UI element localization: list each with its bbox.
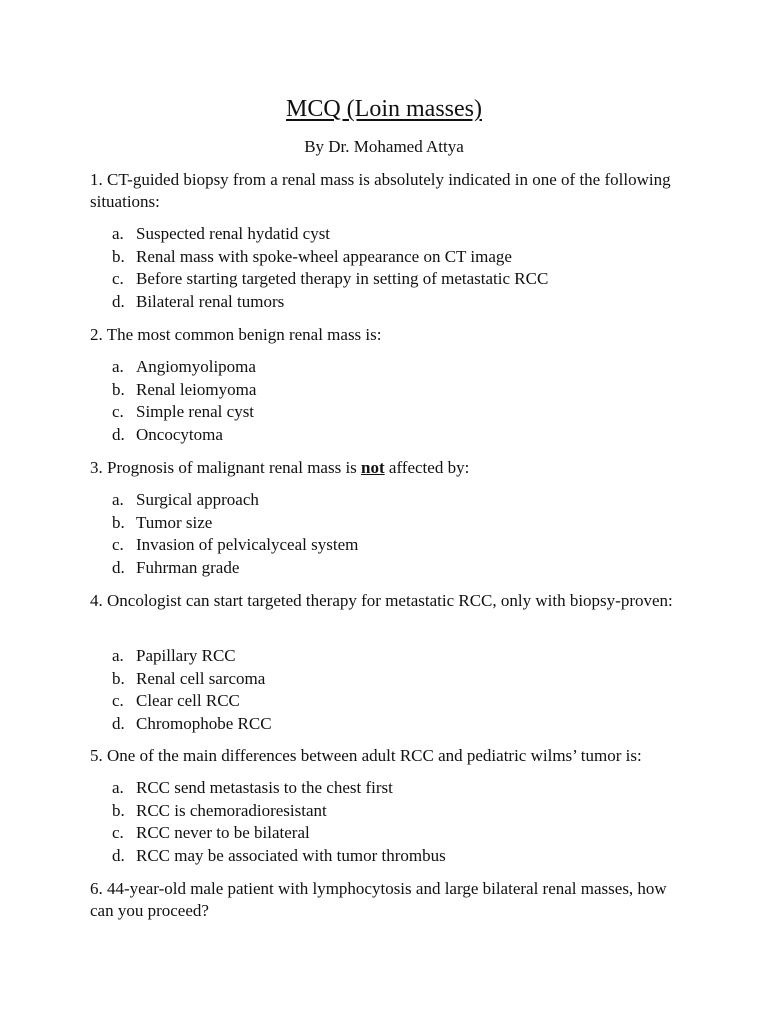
question-1-options: [112, 223, 672, 313]
question-2-option-a: [112, 356, 672, 379]
option-text: Suspected renal hydatid cyst: [136, 224, 331, 243]
question-4-text: 4. Oncologist can start targeted therapy for metastatic RCC, only with biopsy-proven:: [90, 591, 673, 610]
document-author: By Dr. Mohamed Attya: [304, 137, 464, 156]
question-1-option-a: [112, 223, 672, 246]
option-letter: b.: [112, 800, 125, 820]
option-text: RCC may be associated with tumor thrombus: [136, 845, 446, 865]
question-3-text: [90, 457, 678, 479]
option-text: Renal cell sarcoma: [136, 668, 266, 688]
question-3-text-end: affected by:: [384, 458, 470, 477]
option-letter: d.: [112, 424, 125, 444]
option-text: Renal mass with spoke-wheel appearance on CT image: [136, 246, 512, 266]
option-text: Surgical approach: [136, 490, 259, 509]
option-letter: b.: [112, 246, 125, 266]
question-3-option-c: [112, 534, 672, 557]
question-2-text: 2. The most common benign renal mass is:: [90, 325, 382, 344]
document-title: MCQ (Loin masses): [286, 96, 482, 122]
option-letter: b.: [112, 379, 125, 399]
question-5-option-a: [112, 777, 672, 800]
question-3-option-b: [112, 512, 672, 535]
question-2-option-b: [112, 379, 672, 402]
option-letter: b.: [112, 668, 125, 688]
question-5-text: 5. One of the main differences between adult RCC and pediatric wilms’ tumor is:: [90, 746, 642, 765]
question-3-text-start: 3. Prognosis of malignant renal mass is: [90, 458, 362, 477]
option-letter: a.: [112, 490, 124, 509]
question-4-option-a: [112, 645, 672, 668]
option-letter: a.: [112, 646, 124, 665]
option-text: Renal leiomyoma: [136, 379, 257, 399]
option-text: Oncocytoma: [136, 424, 223, 444]
option-letter: b.: [112, 512, 125, 532]
option-letter: a.: [112, 778, 124, 797]
option-text: RCC send metastasis to the chest first: [136, 778, 393, 797]
option-letter: c.: [112, 823, 124, 842]
question-1-option-c: [112, 268, 672, 291]
question-1-option-b: [112, 246, 672, 269]
question-4-options: [112, 645, 672, 735]
question-5-option-d: [112, 845, 672, 868]
option-text: RCC never to be bilateral: [136, 823, 310, 842]
question-1-text: 1. CT-guided biopsy from a renal mass is absolutely indicated in one of the following situations:: [90, 170, 671, 211]
option-text: Papillary RCC: [136, 646, 236, 665]
option-text: Chromophobe RCC: [136, 713, 272, 733]
question-5-option-c: [112, 822, 672, 845]
option-text: Bilateral renal tumors: [136, 291, 285, 311]
option-letter: c.: [112, 691, 124, 710]
option-letter: d.: [112, 845, 125, 865]
option-text: Invasion of pelvicalyceal system: [136, 535, 359, 554]
option-text: Angiomyolipoma: [136, 357, 256, 376]
option-letter: c.: [112, 269, 124, 288]
option-text: RCC is chemoradioresistant: [136, 800, 327, 820]
question-5-options: [112, 777, 672, 867]
question-3-option-a: [112, 489, 672, 512]
question-3-option-d: [112, 557, 672, 580]
option-text: Clear cell RCC: [136, 691, 240, 710]
question-5-option-b: [112, 800, 672, 823]
question-2-option-c: [112, 401, 672, 424]
question-3-emphasis: not: [361, 458, 385, 477]
question-4-option-b: [112, 668, 672, 691]
option-letter: d.: [112, 557, 125, 577]
question-1-option-d: [112, 291, 672, 314]
question-2-options: [112, 356, 672, 446]
option-text: Simple renal cyst: [136, 402, 255, 421]
question-2-option-d: [112, 424, 672, 447]
option-text: Tumor size: [136, 512, 213, 532]
option-text: Fuhrman grade: [136, 557, 240, 577]
option-letter: a.: [112, 224, 124, 243]
option-letter: a.: [112, 357, 124, 376]
question-6-text: 6. 44-year-old male patient with lymphocytosis and large bilateral renal masses, how can you proceed?: [90, 879, 667, 920]
option-text: Before starting targeted therapy in setting of metastatic RCC: [136, 269, 549, 288]
option-letter: d.: [112, 291, 125, 311]
option-letter: c.: [112, 402, 124, 421]
question-4-option-c: [112, 690, 672, 713]
option-letter: c.: [112, 535, 124, 554]
option-letter: d.: [112, 713, 125, 733]
question-4-option-d: [112, 713, 672, 736]
question-3-options: [112, 489, 672, 579]
